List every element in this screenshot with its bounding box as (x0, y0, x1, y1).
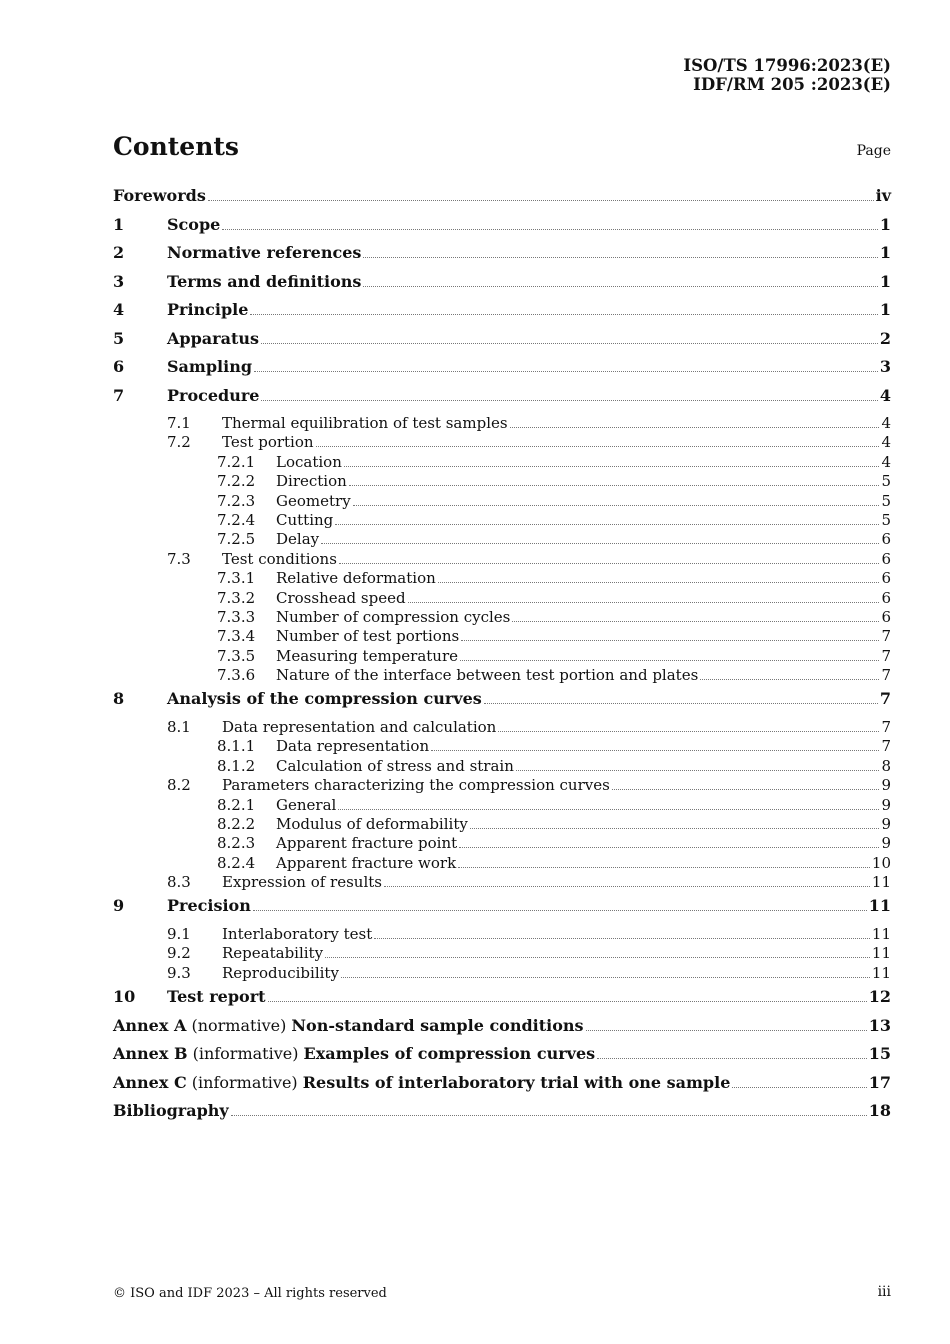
toc-entry[interactable] (113, 964, 891, 983)
toc-entry-label: Forewords (113, 186, 206, 205)
toc-entry-page: 13 (868, 1015, 891, 1035)
toc-entry-number: 7.3.3 (217, 607, 256, 626)
toc-entry-page: 5 (881, 472, 891, 491)
toc-entry-label: Direction (276, 472, 347, 491)
toc-entry-number: 8.1.2 (217, 756, 256, 775)
toc-entry-page: 12 (868, 987, 891, 1007)
toc-entry-label: Terms and definitions (167, 271, 362, 291)
dot-leader (484, 703, 878, 704)
toc-entry[interactable] (113, 550, 891, 569)
toc-entry-number: 7.3.4 (217, 627, 256, 646)
toc-entry-page: 11 (871, 924, 891, 943)
dot-leader (208, 200, 874, 201)
toc-entry[interactable] (113, 511, 891, 530)
toc-entry-page: 9 (881, 795, 891, 814)
toc-entry[interactable] (113, 796, 891, 815)
toc-entry[interactable] (113, 386, 891, 415)
toc-entry-number: 7.2.3 (217, 491, 256, 510)
toc-entry[interactable] (113, 944, 891, 963)
toc-entry-page: 1 (879, 300, 891, 319)
dot-leader (460, 660, 879, 661)
toc-entry-page: 11 (871, 944, 891, 963)
toc-entry-label: Data representation (276, 737, 430, 756)
toc-entry-number: 8.2.4 (217, 853, 256, 872)
dot-leader (268, 1001, 867, 1002)
toc-entry-page: 7 (881, 666, 891, 685)
toc-entry-label (113, 1044, 595, 1064)
toc-entry-number: 7.2.5 (217, 530, 256, 549)
toc-entry-label: Apparent fracture point (276, 834, 458, 853)
toc-entry-label: Number of compression cycles (276, 607, 511, 626)
toc-entry-page: 7 (879, 689, 891, 709)
toc-entry-label: Geometry (276, 491, 351, 510)
toc-entry-label: Normative references (167, 243, 362, 262)
document-header (683, 56, 891, 94)
toc-entry-label: Crosshead speed (276, 588, 406, 607)
toc-entry[interactable] (113, 589, 891, 608)
dot-leader (510, 427, 880, 428)
toc-entry-page: 4 (881, 414, 891, 432)
dot-leader (250, 314, 877, 315)
toc-entry-page: 8 (881, 756, 891, 775)
dot-leader (384, 886, 870, 887)
dot-leader (470, 828, 880, 829)
toc-entry-page: 4 (881, 452, 891, 471)
toc-entry[interactable] (113, 689, 891, 718)
dot-leader (700, 679, 879, 680)
dot-leader (325, 957, 870, 958)
annex-title: Non-standard sample conditions (291, 1015, 584, 1035)
toc-entry-page: 9 (881, 814, 891, 833)
toc-entry-number: 8.1 (167, 717, 191, 736)
toc-entry-number: 5 (113, 328, 125, 348)
dot-leader (363, 286, 877, 287)
toc-entry-label: Principle (167, 300, 249, 319)
toc-entry-page: 2 (879, 328, 891, 348)
toc-entry-label: Relative deformation (276, 569, 436, 588)
toc-entry-number: 1 (113, 214, 125, 234)
dot-leader (612, 789, 880, 790)
dot-leader (732, 1087, 866, 1088)
toc-entry-label: General (276, 795, 337, 814)
toc-entry-page: 6 (881, 530, 891, 549)
annex-id: Annex C (113, 1072, 187, 1092)
toc-entry[interactable] (113, 925, 891, 944)
toc-entry-number: 8.2.1 (217, 795, 256, 814)
toc-entry-page: 1 (879, 214, 891, 234)
dot-leader (498, 731, 879, 732)
dot-leader (461, 640, 879, 641)
toc-entry-number: 9.1 (167, 924, 191, 943)
toc-entry-label: Interlaboratory test (222, 924, 373, 943)
toc-entry-label (113, 1016, 584, 1036)
toc-entry[interactable] (113, 300, 891, 329)
toc-entry-page: 1 (879, 271, 891, 291)
toc-entry-number: 7.2.4 (217, 510, 256, 529)
dot-leader (338, 809, 879, 810)
toc-entry-number: 8.1.1 (217, 737, 256, 756)
toc-entry[interactable] (113, 987, 891, 1016)
toc-entry[interactable] (113, 834, 891, 853)
toc-entry[interactable] (113, 472, 891, 491)
toc-entry-number: 10 (113, 987, 136, 1007)
toc-entry-number: 7 (113, 385, 125, 405)
toc-entry-number: 7.3.2 (217, 588, 256, 607)
toc-entry-number: 6 (113, 357, 125, 376)
toc-entry-number: 7.3.5 (217, 646, 256, 665)
toc-entry[interactable] (113, 215, 891, 244)
toc-entry-page: 6 (881, 569, 891, 588)
toc-entry-label: Modulus of deformability (276, 814, 468, 833)
copyright-notice: © ISO and IDF 2023 – All rights reserved (113, 1286, 387, 1301)
toc-entry-page: 18 (868, 1101, 891, 1121)
toc-entry[interactable] (113, 854, 891, 873)
toc-entry-page: 1 (879, 243, 891, 262)
dot-leader (586, 1030, 867, 1031)
toc-entry-page: 7 (881, 717, 891, 736)
toc-entry-number: 7.2.2 (217, 472, 256, 491)
annex-id: Annex B (113, 1044, 188, 1064)
toc-entry-page: 11 (871, 873, 891, 892)
toc-entry-page: 6 (881, 588, 891, 607)
annex-type: (informative) (186, 1072, 303, 1092)
toc-entry[interactable] (113, 186, 891, 215)
annex-id: Annex A (113, 1015, 187, 1035)
toc-entry-number: 4 (113, 300, 125, 319)
toc-entry-page: 6 (881, 549, 891, 568)
toc-entry-label: Sampling (167, 357, 253, 376)
dot-leader (341, 977, 870, 978)
toc-entry-label: Location (276, 452, 342, 471)
toc-entry-page: 5 (881, 510, 891, 529)
toc-entry-page: 10 (871, 853, 891, 872)
document-id-idf: IDF/RM 205 :2023(E) (693, 75, 891, 94)
toc-entry[interactable] (113, 1044, 891, 1073)
toc-entry[interactable] (113, 414, 891, 433)
toc-entry-page: 11 (868, 896, 891, 916)
toc-entry-page: 15 (868, 1044, 891, 1064)
toc-entry[interactable] (113, 873, 891, 892)
dot-leader (261, 343, 878, 344)
document-id-iso: ISO/TS 17996:2023(E) (683, 56, 891, 75)
toc-entry-page: 5 (881, 491, 891, 510)
dot-leader (459, 847, 879, 848)
page-column-label: Page (856, 143, 891, 159)
toc-entry-number: 7.3 (167, 549, 191, 568)
annex-type: (normative) (186, 1015, 292, 1035)
toc-entry-number: 8.2.3 (217, 834, 256, 853)
toc-entry-label: Cutting (276, 510, 334, 529)
toc-entry[interactable] (113, 492, 891, 511)
toc-entry-page: 17 (868, 1072, 891, 1092)
toc-entry-number: 7.3.6 (217, 666, 256, 685)
dot-leader (339, 563, 880, 564)
toc-entry[interactable] (113, 815, 891, 834)
toc-entry[interactable] (113, 896, 891, 925)
dot-leader (349, 485, 880, 486)
toc-entry-page: 9 (881, 776, 891, 795)
toc-entry-label: Analysis of the compression curves (167, 689, 482, 709)
toc-entry-number: 3 (113, 271, 125, 291)
toc-entry-label: Bibliography (113, 1101, 229, 1121)
dot-leader (516, 770, 880, 771)
toc-entry-label: Reproducibility (222, 963, 339, 982)
toc-entry[interactable] (113, 666, 891, 685)
toc-entry-label: Parameters characterizing the compression curves (222, 776, 610, 795)
toc-entry[interactable] (113, 530, 891, 549)
toc-entry-page: 9 (881, 834, 891, 853)
page-number: iii (877, 1284, 891, 1300)
dot-leader (458, 867, 870, 868)
dot-leader (597, 1058, 867, 1059)
toc-entry[interactable] (113, 1016, 891, 1045)
toc-entry[interactable] (113, 647, 891, 666)
toc-entry-label: Apparatus (167, 328, 259, 348)
toc-entry-label: Thermal equilibration of test samples (222, 414, 508, 432)
dot-leader (512, 621, 879, 622)
dot-leader (408, 602, 880, 603)
page-title: Contents (113, 132, 240, 161)
toc-entry[interactable] (113, 776, 891, 795)
dot-leader (316, 446, 880, 447)
toc-entry-label: Data representation and calculation (222, 717, 497, 736)
toc-entry-label: Test report (167, 987, 266, 1007)
dot-leader (431, 750, 879, 751)
toc-entry-label: Test portion (222, 433, 314, 452)
dot-leader (344, 466, 880, 467)
dot-leader (222, 229, 878, 230)
toc-entry[interactable] (113, 357, 891, 386)
toc-entry[interactable] (113, 329, 891, 358)
annex-title: Examples of compression curves (303, 1044, 596, 1064)
toc-entry-number: 7.2.1 (217, 452, 256, 471)
toc-entry[interactable] (113, 1101, 891, 1130)
toc-entry-label (113, 1073, 730, 1093)
toc-entry-number: 7.1 (167, 414, 191, 432)
toc-entry-label: Repeatability (222, 944, 324, 963)
toc-entry-label: Number of test portions (276, 627, 460, 646)
toc-entry-page: 6 (881, 607, 891, 626)
dot-leader (254, 371, 878, 372)
toc-entry-number: 7.3.1 (217, 569, 256, 588)
toc-entry-page: 11 (871, 963, 891, 982)
toc-entry[interactable] (113, 453, 891, 472)
toc-entry[interactable] (113, 1073, 891, 1102)
toc-entry-number: 9 (113, 896, 125, 916)
toc-entry-number: 2 (113, 243, 125, 262)
toc-entry-label: Precision (167, 896, 251, 916)
toc-entry-label: Scope (167, 214, 221, 234)
toc-entry[interactable] (113, 757, 891, 776)
dot-leader (261, 400, 877, 401)
dot-leader (253, 910, 867, 911)
dot-leader (374, 938, 870, 939)
toc-entry-label: Procedure (167, 385, 260, 405)
toc-entry-page: 4 (879, 385, 891, 405)
dot-leader (321, 543, 879, 544)
toc-entry-number: 8.2.2 (217, 814, 256, 833)
annex-type: (informative) (187, 1044, 304, 1064)
toc-entry-number: 7.2 (167, 433, 191, 452)
table-of-contents (113, 186, 891, 1130)
toc-entry-label: Nature of the interface between test portion and plates (276, 666, 699, 685)
toc-entry[interactable] (113, 718, 891, 737)
toc-entry[interactable] (113, 737, 891, 756)
toc-entry[interactable] (113, 627, 891, 646)
toc-entry-page: 4 (881, 433, 891, 452)
toc-entry[interactable] (113, 433, 891, 452)
toc-entry-number: 9.3 (167, 963, 191, 982)
annex-title: Results of interlaboratory trial with one sample (302, 1072, 731, 1092)
toc-entry-page: iv (875, 186, 891, 205)
toc-entry-page: 7 (881, 646, 891, 665)
dot-leader (335, 524, 879, 525)
toc-entry[interactable] (113, 608, 891, 627)
toc-entry-number: 8 (113, 689, 125, 709)
toc-entry-label: Measuring temperature (276, 646, 458, 665)
toc-entry-label: Delay (276, 530, 320, 549)
dot-leader (438, 582, 880, 583)
dot-leader (363, 257, 877, 258)
toc-entry[interactable] (113, 272, 891, 301)
toc-entry-page: 7 (881, 737, 891, 756)
toc-entry-page: 3 (879, 357, 891, 376)
toc-entry[interactable] (113, 569, 891, 588)
dot-leader (353, 505, 880, 506)
toc-entry-label: Calculation of stress and strain (276, 756, 514, 775)
toc-entry-label: Expression of results (222, 873, 382, 892)
dot-leader (231, 1115, 867, 1116)
toc-entry-number: 8.2 (167, 776, 191, 795)
toc-entry-label: Apparent fracture work (276, 853, 457, 872)
toc-entry-number: 9.2 (167, 944, 191, 963)
toc-entry[interactable] (113, 243, 891, 272)
toc-entry-number: 8.3 (167, 873, 191, 892)
toc-entry-label: Test conditions (222, 549, 337, 568)
toc-entry-page: 7 (881, 627, 891, 646)
